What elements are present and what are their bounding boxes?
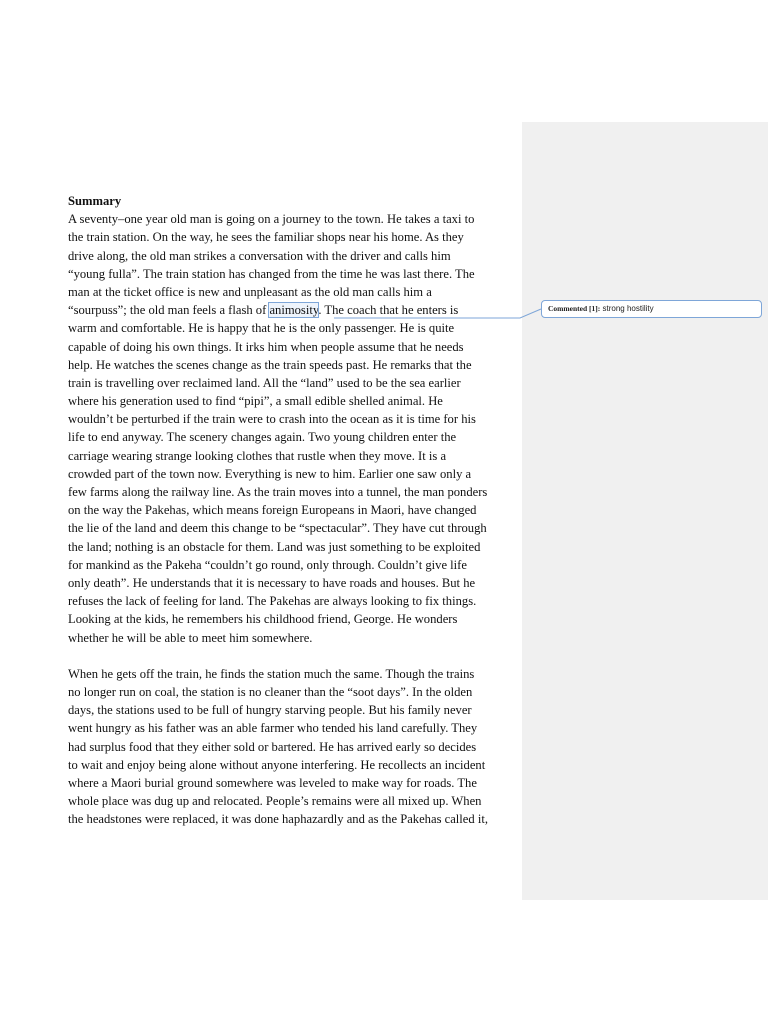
- text-line: “young fulla”. The train station has changed from the time he was last there. The: [68, 266, 475, 281]
- comment-pane: [522, 122, 768, 900]
- text-line: life to end anyway. The scenery changes again. Two young children enter the: [68, 430, 457, 445]
- comment-balloon[interactable]: [541, 300, 762, 318]
- text-line: only death”. He understands that it is necessary to have roads and houses. But he: [68, 575, 476, 590]
- text-run: . The coach that he enters is: [318, 303, 459, 318]
- text-line: refuses the lack of feeling for land. The Pakehas are always looking to fix things.: [68, 594, 477, 609]
- text-line: A seventy–one year old man is going on a journey to the town. He takes a taxi to: [68, 212, 475, 227]
- text-line: crowded part of the town now. Everything is new to him. Earlier one saw only a: [68, 466, 472, 481]
- text-line: the land; nothing is an obstacle for them. Land was just something to be exploited: [68, 539, 481, 554]
- text-line: help. He watches the scenes change as the train speeds past. He remarks that the: [68, 357, 472, 372]
- text-line: for mankind as the Pakeha “couldn’t go round, only through. Couldn’t give life: [68, 557, 467, 572]
- paragraph-2: [68, 665, 518, 829]
- text-line: where a Maori burial ground somewhere was leveled to make way for roads. The: [68, 776, 477, 790]
- paragraph-spacer: [68, 647, 518, 665]
- text-line: When he gets off the train, he finds the station much the same. Though the trains: [68, 666, 475, 681]
- commented-text-highlight[interactable]: animosity: [269, 303, 319, 318]
- text-line: wouldn’t be perturbed if the train were to crash into the ocean as it is time for his: [68, 412, 476, 427]
- text-line: carriage wearing strange looking clothes that rustle when they move. It is a: [68, 448, 447, 463]
- text-line: where his generation used to find “pipi”, a small edible shelled animal. He: [68, 394, 443, 409]
- text-line: [68, 301, 518, 319]
- text-line: warm and comfortable. He is happy that he is the only passenger. He is quite: [68, 321, 455, 336]
- comment-text: strong hostility: [600, 304, 654, 313]
- text-line: train is travelling over reclaimed land. All the “land” used to be the sea earlier: [68, 375, 461, 390]
- section-heading: Summary: [68, 194, 122, 208]
- text-line: on the way the Pakehas, which means foreign Europeans in Maori, have changed: [68, 503, 477, 518]
- text-line: the train station. On the way, he sees the familiar shops near his home. As they: [68, 230, 464, 245]
- text-line: no longer run on coal, the station is no cleaner than the “soot days”. In the olden: [68, 685, 473, 700]
- text-run: “sourpuss”; the old man feels a flash of: [68, 303, 270, 318]
- text-line: the headstones were replaced, it was done haphazardly and as the Pakehas called it,: [68, 812, 488, 827]
- text-line: whole place was dug up and relocated. People’s remains were all mixed up. When: [68, 794, 482, 809]
- text-line: the lie of the land and deem this change to be “spectacular”. They have cut through: [68, 521, 487, 536]
- text-line: had surplus food that they either sold or bartered. He has arrived early so decides: [68, 739, 477, 754]
- text-line: days, the stations used to be full of hungry starving people. But his family never: [68, 703, 472, 718]
- text-line: man at the ticket office is new and unpleasant as the old man calls him a: [68, 284, 432, 299]
- text-line: went hungry as his father was an able farmer who tended his land carefully. They: [68, 721, 478, 736]
- text-line: Looking at the kids, he remembers his childhood friend, George. He wonders: [68, 612, 458, 627]
- text-line: few farms along the railway line. As the train moves into a tunnel, the man ponders: [68, 485, 488, 499]
- text-line: capable of doing his own things. It irks him when people assume that he needs: [68, 339, 464, 354]
- comment-author: Commented [1]:: [548, 304, 601, 313]
- document-body[interactable]: [68, 192, 518, 829]
- text-line: drive along, the old man strikes a conversation with the driver and calls him: [68, 248, 451, 263]
- text-line: whether he will be able to meet him somewhere.: [68, 630, 313, 645]
- paragraph-1: [68, 210, 518, 647]
- text-line: to wait and enjoy being alone without anyone interfering. He recollects an incident: [68, 757, 486, 772]
